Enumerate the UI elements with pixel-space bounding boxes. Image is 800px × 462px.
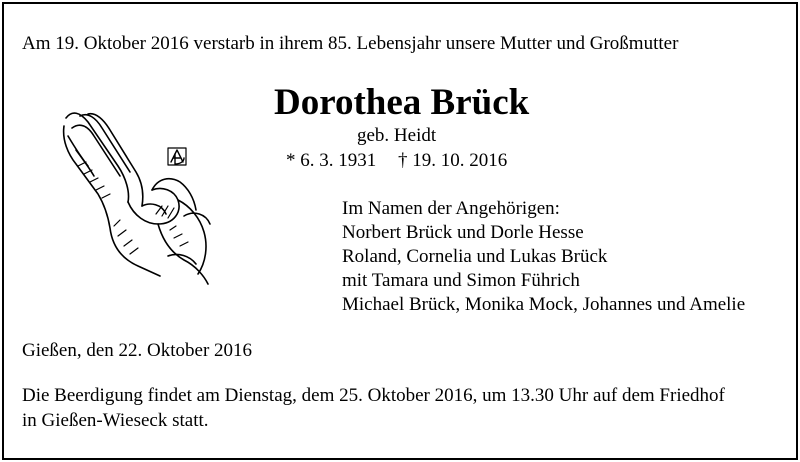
death-date: † 19. 10. 2016 xyxy=(398,150,508,171)
place-date: Gießen, den 22. Oktober 2016 xyxy=(22,340,253,361)
maiden-name: geb. Heidt xyxy=(357,125,437,146)
mourners-line-3: Roland, Cornelia und Lukas Brück xyxy=(342,246,608,267)
funeral-line-1: Die Beerdigung findet am Dienstag, dem 25. Oktober 2016, um 13.30 Uhr auf dem Friedhof xyxy=(22,385,725,406)
deceased-name: Dorothea Brück xyxy=(274,82,530,123)
mourners-line-2: Norbert Brück und Dorle Hesse xyxy=(342,222,584,243)
birth-date: * 6. 3. 1931 xyxy=(286,150,377,171)
mourners-line-1: Im Namen der Angehörigen: xyxy=(342,198,560,219)
intro-line: Am 19. Oktober 2016 verstarb in ihrem 85. Lebensjahr unsere Mutter und Großmutter xyxy=(22,33,679,54)
mourners-line-5: Michael Brück, Monika Mock, Johannes und Amelie xyxy=(342,294,746,315)
praying-hands-icon xyxy=(58,106,218,286)
mourners-line-4: mit Tamara und Simon Führich xyxy=(342,270,580,291)
funeral-line-2: in Gießen-Wieseck statt. xyxy=(22,410,209,431)
